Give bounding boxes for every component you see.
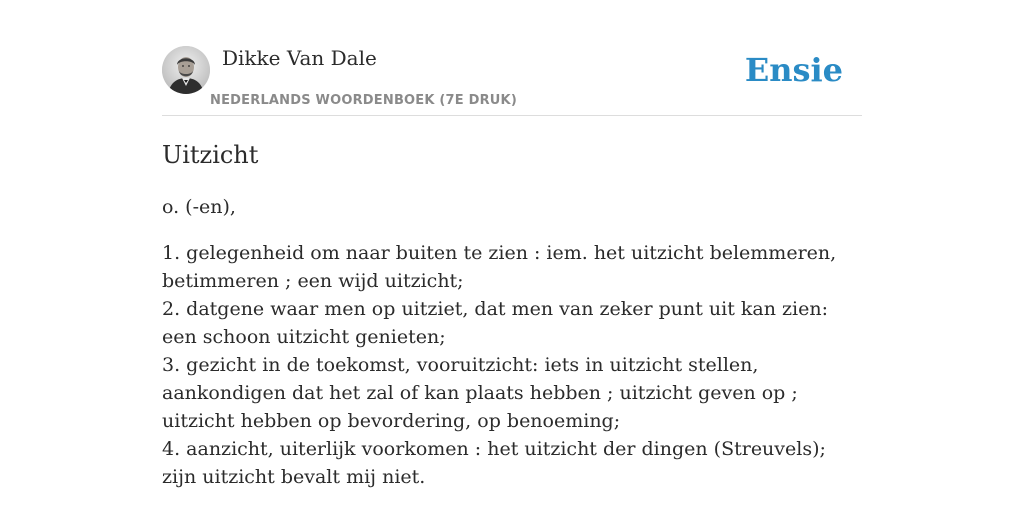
definition-item: 2. datgene waar men op uitziet, dat men van zeker punt uit kan zien: een schoon uitzicht genieten; (162, 298, 828, 348)
definition-item: 4. aanzicht, uiterlijk voorkomen : het uitzicht der dingen (Streuvels); zijn uitzicht bevalt mij niet. (162, 438, 826, 488)
portrait-photo-icon (162, 46, 210, 94)
entry-title: Uitzicht (162, 141, 259, 169)
definition-item: 1. gelegenheid om naar buiten te zien : iem. het uitzicht belemmeren, betimmeren ; een wijd uitzicht; (162, 242, 837, 292)
entry-card (162, 0, 862, 512)
definition-list (162, 239, 862, 491)
entry-grammar: o. (-en), (162, 196, 236, 218)
brand-logo[interactable]: Ensie (744, 51, 843, 89)
definition-item: 3. gezicht in de toekomst, vooruitzicht: iets in uitzicht stellen, aankondigen dat het zal of kan plaats hebben ; uitzicht geven op ; uitzicht hebben op bevordering, op benoeming; (162, 354, 798, 432)
entry-header (162, 0, 862, 116)
source-label[interactable]: NEDERLANDS WOORDENBOEK (7E DRUK) (210, 93, 517, 108)
author-avatar[interactable] (162, 46, 210, 94)
author-name[interactable]: Dikke Van Dale (222, 46, 377, 70)
